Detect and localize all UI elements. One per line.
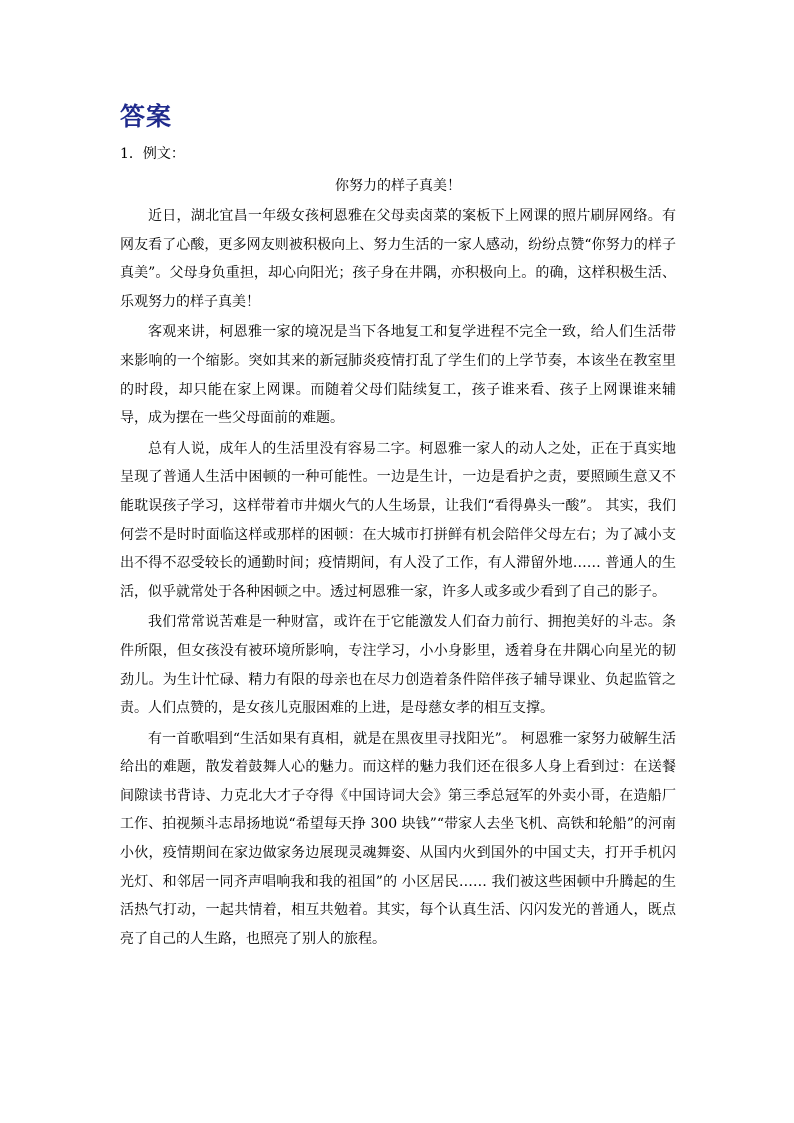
essay-title: 你努力的样子真美！ [335, 178, 461, 194]
essay-paragraph-1: 近日，湖北宜昌一年级女孩柯恩雅在父母卖卤菜的案板下上网课的照片刷屏网络。有网友看了心酸，更多网友则被积极向上、努力生活的一家人感动，纷纷点赞“你努力的样子真美”。父母身负重担，却心向阳光；孩子身在井隅，亦积极向上。的确，这样积极生活、乐观努力的样子真美！ [120, 208, 676, 310]
essay-paragraph-5: 有一首歌唱到“生活如果有真相，就是在黑夜里寻找阳光”。 柯恩雅一家努力破解生活给出的难题，散发着鼓舞人心的魅力。而这样的魅力我们还在很多人身上看到过：在送餐间隙读书背诗、力克北大才子夺得《中国诗词大会》第三季总冠军的外卖小哥，在造船厂工作、拍视频斗志昂扬地说“希望每天挣 300 块钱”“带家人去坐飞机、高铁和轮船”的河南小伙，疫情期间在家边做家务边展现灵魂舞姿、从国内火到国外的中国丈夫，打开手机闪光灯、和邻居一同齐声唱响我和我的祖国”的 小区居民…… 我们被这些困顿中升腾起的生活热气打动，一起共情着，相互共勉着。其实，每个认真生活、闪闪发光的普通人，既点亮了自己的人生路，也照亮了别人的旅程。 [120, 730, 676, 947]
question-number-label: 1．例文： [120, 146, 185, 162]
essay-paragraph-2: 客观来讲，柯恩雅一家的境况是当下各地复工和复学进程不完全一致，给人们生活带来影响的一个缩影。突如其来的新冠肺炎疫情打乱了学生们的上学节奏，本该坐在教室里的时段，却只能在家上网课。而随着父母们陆续复工，孩子谁来看、孩子上网课谁来辅导，成为摆在一些父母面前的难题。 [120, 324, 676, 427]
essay-paragraph-4: 我们常常说苦难是一种财富，或许在于它能激发人们奋力前行、拥抱美好的斗志。条件所限，但女孩没有被环境所影响，专注学习，小小身影里，透着身在井隅心向星光的韧劲儿。为生计忙碌、精力有限的母亲也在尽力创造着条件陪伴孩子辅导课业、负起监管之责。人们点赞的，是女孩儿克服困难的上进，是母慈女孝的相互支撑。 [120, 614, 676, 717]
essay-paragraph-3: 总有人说，成年人的生活里没有容易二字。柯恩雅一家人的动人之处，正在于真实地呈现了普通人生活中困顿的一种可能性。一边是生计，一边是看护之责，要照顾生意又不能耽误孩子学习，这样带着市井烟火气的人生场景，让我们“看得鼻头一酸”。 其实，我们何尝不是时时面临这样或那样的困顿：在大城市打拼鲜有机会陪伴父母左右；为了减小支出不得不忍受较长的通勤时间；疫情期间，有人没了工作，有人滞留外地…… 普通人的生活，似乎就常处于各种困顿之中。透过柯恩雅一家，许多人或多或少看到了自己的影子。 [120, 440, 676, 600]
answer-heading: 答案 [120, 102, 173, 131]
answer-document [120, 98, 676, 955]
